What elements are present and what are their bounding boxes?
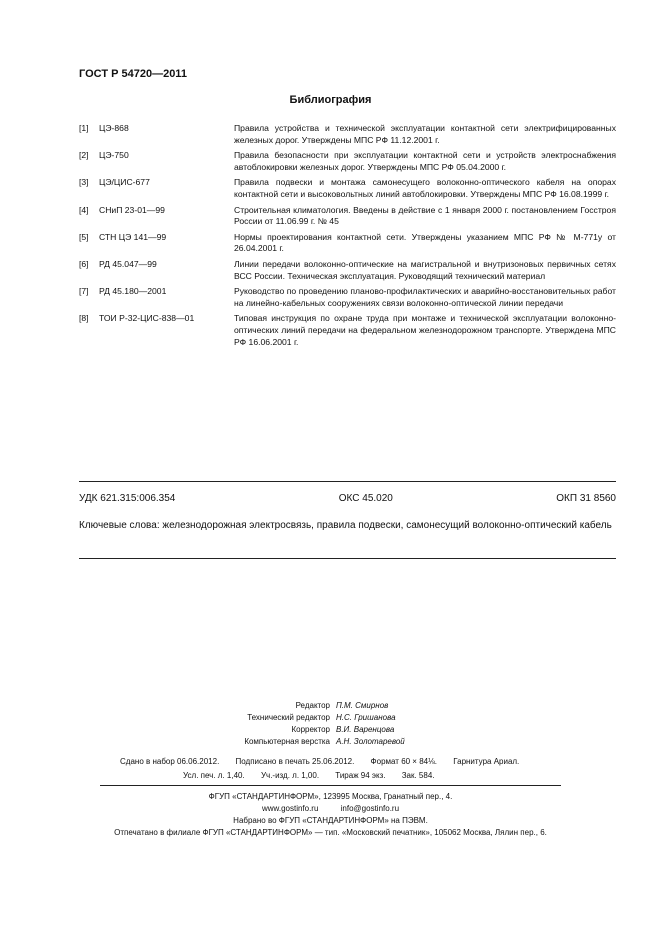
bib-number: [4]: [79, 204, 89, 215]
top-divider: [79, 481, 616, 482]
bib-description: Нормы проектирования контактной сети. Утверждены указанием МПС РФ № М-771у от 26.04.2001 г.: [234, 231, 616, 254]
sign-date: Подписано в печать 25.06.2012.: [235, 757, 355, 766]
paper-format: Формат 60 × 84⅛.: [370, 757, 437, 766]
bib-item: [79, 286, 616, 309]
bib-item: [79, 232, 616, 255]
contacts: [0, 803, 661, 815]
typeface: Гарнитура Ариал.: [453, 757, 520, 766]
footer-divider: [100, 785, 561, 786]
bib-number: [1]: [79, 123, 89, 133]
bib-code: ЦЭ-750: [99, 150, 129, 161]
bottom-divider: [79, 558, 616, 559]
typeset-note: Набрано во ФГУП «СТАНДАРТИНФОРМ» на ПЭВМ.: [233, 816, 428, 825]
bib-number: [8]: [79, 313, 89, 324]
bib-code: СНиП 23-01—99: [99, 204, 165, 215]
credit-role: Технический редактор: [247, 713, 330, 722]
bib-description: Правила устройства и технической эксплуатации контактной сети электрифицированных железных дорог. Утверждены МПС РФ 11.12.2001 г.: [234, 123, 616, 145]
bib-item: [79, 313, 616, 348]
bib-number: [5]: [79, 231, 89, 242]
bib-description: Типовая инструкция по охране труда при монтаже и технической эксплуатации волоконно-оптических линий передачи на федеральном железнодорожном транспорте. Утверждена МПС РФ 16.06.2001 г.: [234, 313, 616, 347]
print-info-line2: [183, 771, 449, 780]
bib-item: [79, 177, 616, 200]
bib-code: СТН ЦЭ 141—99: [99, 231, 167, 242]
bib-description: Руководство по проведению планово-профилактических и аварийно-восстановительных работ на линейно-кабельных сооружениях связи волоконно-оптической линии передачи: [234, 286, 616, 308]
credit-editor: [0, 700, 661, 712]
okp-code: ОКП 31 8560: [556, 493, 616, 504]
printed-note: Отпечатано в филиале ФГУП «СТАНДАРТИНФОРМ» — тип. «Московский печатник», 105062 Москва, Лялин пер., 6.: [114, 828, 547, 837]
publisher-address: ФГУП «СТАНДАРТИНФОРМ», 123995 Москва, Гранатный пер., 4.: [208, 792, 453, 801]
credit-role: Корректор: [291, 725, 330, 734]
bib-item: [79, 259, 616, 282]
bib-description: Линии передачи волоконно-оптические на магистральной и внутризоновых первичных сетях ВСС России. Техническая эксплуатация. Руководящий технический материал: [234, 258, 616, 281]
bib-description: Правила подвески и монтажа самонесущего волоконно-оптического кабеля на опорах контактной сети и высоковольтных линий автоблокировки. Утверждены МПС РФ 16.08.1999 г.: [234, 177, 616, 199]
website-link[interactable]: www.gostinfo.ru: [261, 804, 319, 813]
classification-row: [79, 493, 616, 504]
credit-proofreader: [0, 724, 661, 736]
udk-code: УДК 621.315:006.354: [79, 493, 176, 504]
credit-layout: [0, 736, 661, 748]
bib-item: [79, 123, 616, 146]
credit-role: Редактор: [295, 701, 330, 710]
credit-name: А.Н. Золотаревой: [336, 737, 405, 746]
printed-sheets: Усл. печ. л. 1,40.: [183, 771, 245, 780]
bib-code: РД 45.047—99: [99, 258, 157, 269]
keywords: Ключевые слова: железнодорожная электросвязь, правила подвески, самонесущий волоконно-оптический кабель: [79, 520, 612, 531]
credit-name: В.И. Варенцова: [336, 725, 395, 734]
bib-number: [3]: [79, 177, 89, 188]
bib-code: ЦЭ/ЦИС-677: [99, 177, 150, 188]
print-run: Тираж 94 экз.: [335, 771, 386, 780]
bib-code: ТОИ Р-32-ЦИС-838—01: [99, 313, 195, 324]
bib-number: [2]: [79, 150, 89, 161]
standard-number: ГОСТ Р 54720—2011: [79, 68, 187, 80]
credit-name: П.М. Смирнов: [336, 701, 389, 710]
publishing-sheets: Уч.-изд. л. 1,00.: [260, 771, 320, 780]
bib-item: [79, 150, 616, 173]
imprint-footer: [0, 791, 661, 839]
bib-code: ЦЭ-868: [99, 123, 129, 133]
bibliography-title: Библиография: [289, 94, 372, 106]
credits: [0, 700, 661, 748]
bib-description: Правила безопасности при эксплуатации контактной сети и устройств электроснабжения автоблокировки железных дорог. Утверждены МПС РФ 05.04.2000 г.: [234, 150, 616, 172]
set-date: Сдано в набор 06.06.2012.: [120, 757, 220, 766]
bib-number: [6]: [79, 258, 89, 269]
order-number: Зак. 584.: [401, 771, 435, 780]
bib-code: РД 45.180—2001: [99, 286, 167, 297]
bib-description: Строительная климатология. Введены в действие с 1 января 2000 г. постановлением Госстроя России от 11.06.99 г. № 45: [234, 204, 616, 227]
credit-tech-editor: [0, 712, 661, 724]
oks-code: ОКС 45.020: [338, 493, 393, 504]
bib-number: [7]: [79, 286, 89, 297]
bibliography-list: [79, 123, 616, 352]
bib-item: [79, 205, 616, 228]
email-link[interactable]: info@gostinfo.ru: [340, 804, 400, 813]
credit-name: Н.С. Гришанова: [336, 713, 396, 722]
print-info-line1: [120, 757, 533, 766]
credit-role: Компьютерная верстка: [244, 737, 330, 746]
